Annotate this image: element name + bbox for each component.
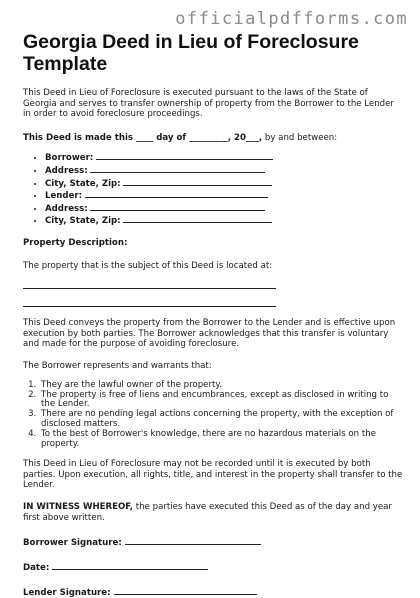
- list-item: 2. The property is free of liens and encumbrances, except as disclosed in writing to the Lender.: [39, 391, 403, 410]
- borrower-label: Borrower:: [45, 153, 94, 164]
- borrower-address-field[interactable]: [90, 164, 265, 173]
- list-item: 4. To the best of Borrower's knowledge, there are no hazardous materials on the property.: [39, 430, 403, 449]
- parties-list: [23, 151, 403, 227]
- borrower-signature-field[interactable]: [125, 536, 261, 545]
- intro-paragraph: This Deed in Lieu of Foreclosure is executed pursuant to the laws of the State of Georgia and serves to transfer ownership of property from the Borrower to the Lender in order to avoid foreclosure proceedings.: [23, 88, 394, 120]
- witness-rest: the parties have executed this Deed as of the day and year first above written.: [23, 501, 392, 523]
- lender-city-label: City, State, Zip:: [45, 216, 121, 227]
- borrower-signature-label: Borrower Signature:: [23, 538, 122, 549]
- date-field[interactable]: [52, 561, 208, 570]
- property-line-1[interactable]: [23, 288, 276, 289]
- deed-date-prefix: This Deed is made this ____ day of _________, 20___,: [23, 132, 263, 143]
- borrower-field[interactable]: [96, 151, 273, 160]
- property-heading: Property Description:: [23, 237, 128, 248]
- lender-address-field[interactable]: [90, 202, 265, 211]
- lender-city-field[interactable]: [123, 214, 272, 223]
- lender-signature-row: [23, 586, 403, 598]
- borrower-signature-row: [23, 536, 403, 548]
- property-text: The property that is the subject of this Deed is located at:: [23, 260, 273, 271]
- borrower-city-label: City, State, Zip:: [45, 178, 121, 189]
- conveys-paragraph: This Deed conveys the property from the Borrower to the Lender and is effective upon execution by both parties. The Borrower acknowledges that this transfer is voluntary and made for the purpose of avoiding foreclosure.: [23, 318, 396, 350]
- witness-paragraph: [23, 502, 403, 523]
- list-item-borrower-city: [45, 177, 403, 190]
- warranties-list: [23, 381, 403, 450]
- represents-paragraph: The Borrower represents and warrants that:: [23, 360, 212, 371]
- deed-date-line: [23, 133, 403, 144]
- lender-field[interactable]: [85, 189, 268, 198]
- watermark: officialpdfforms.com: [175, 9, 408, 29]
- date-label: Date:: [23, 563, 50, 574]
- lender-label: Lender:: [45, 191, 83, 202]
- list-item-lender: [45, 189, 403, 202]
- list-item: 1. They are the lawful owner of the property.: [39, 381, 403, 391]
- list-item: 3. There are no pending legal actions concerning the property, with the exception of disclosed matters.: [39, 410, 403, 429]
- list-item-borrower-address: [45, 164, 403, 177]
- list-item-lender-city: [45, 214, 403, 227]
- deed-date-suffix: by and between:: [262, 132, 338, 143]
- lender-address-label: Address:: [45, 203, 88, 214]
- borrower-address-label: Address:: [45, 165, 88, 176]
- witness-bold: IN WITNESS WHEREOF,: [23, 501, 134, 512]
- property-line-2[interactable]: [23, 306, 276, 307]
- borrower-city-field[interactable]: [123, 177, 272, 186]
- list-item-borrower: [45, 151, 403, 164]
- document-page: [23, 31, 403, 598]
- lender-signature-label: Lender Signature:: [23, 588, 111, 598]
- document-title: Georgia Deed in Lieu of Foreclosure Template: [23, 31, 359, 75]
- lender-signature-field[interactable]: [114, 586, 257, 595]
- recorded-paragraph: This Deed in Lieu of Foreclosure may not be recorded until it is executed by both parties. Upon execution, all rights, title, and interest in the property shall transfer to the Lender.: [23, 459, 403, 491]
- list-item-lender-address: [45, 202, 403, 215]
- date-row: [23, 561, 403, 573]
